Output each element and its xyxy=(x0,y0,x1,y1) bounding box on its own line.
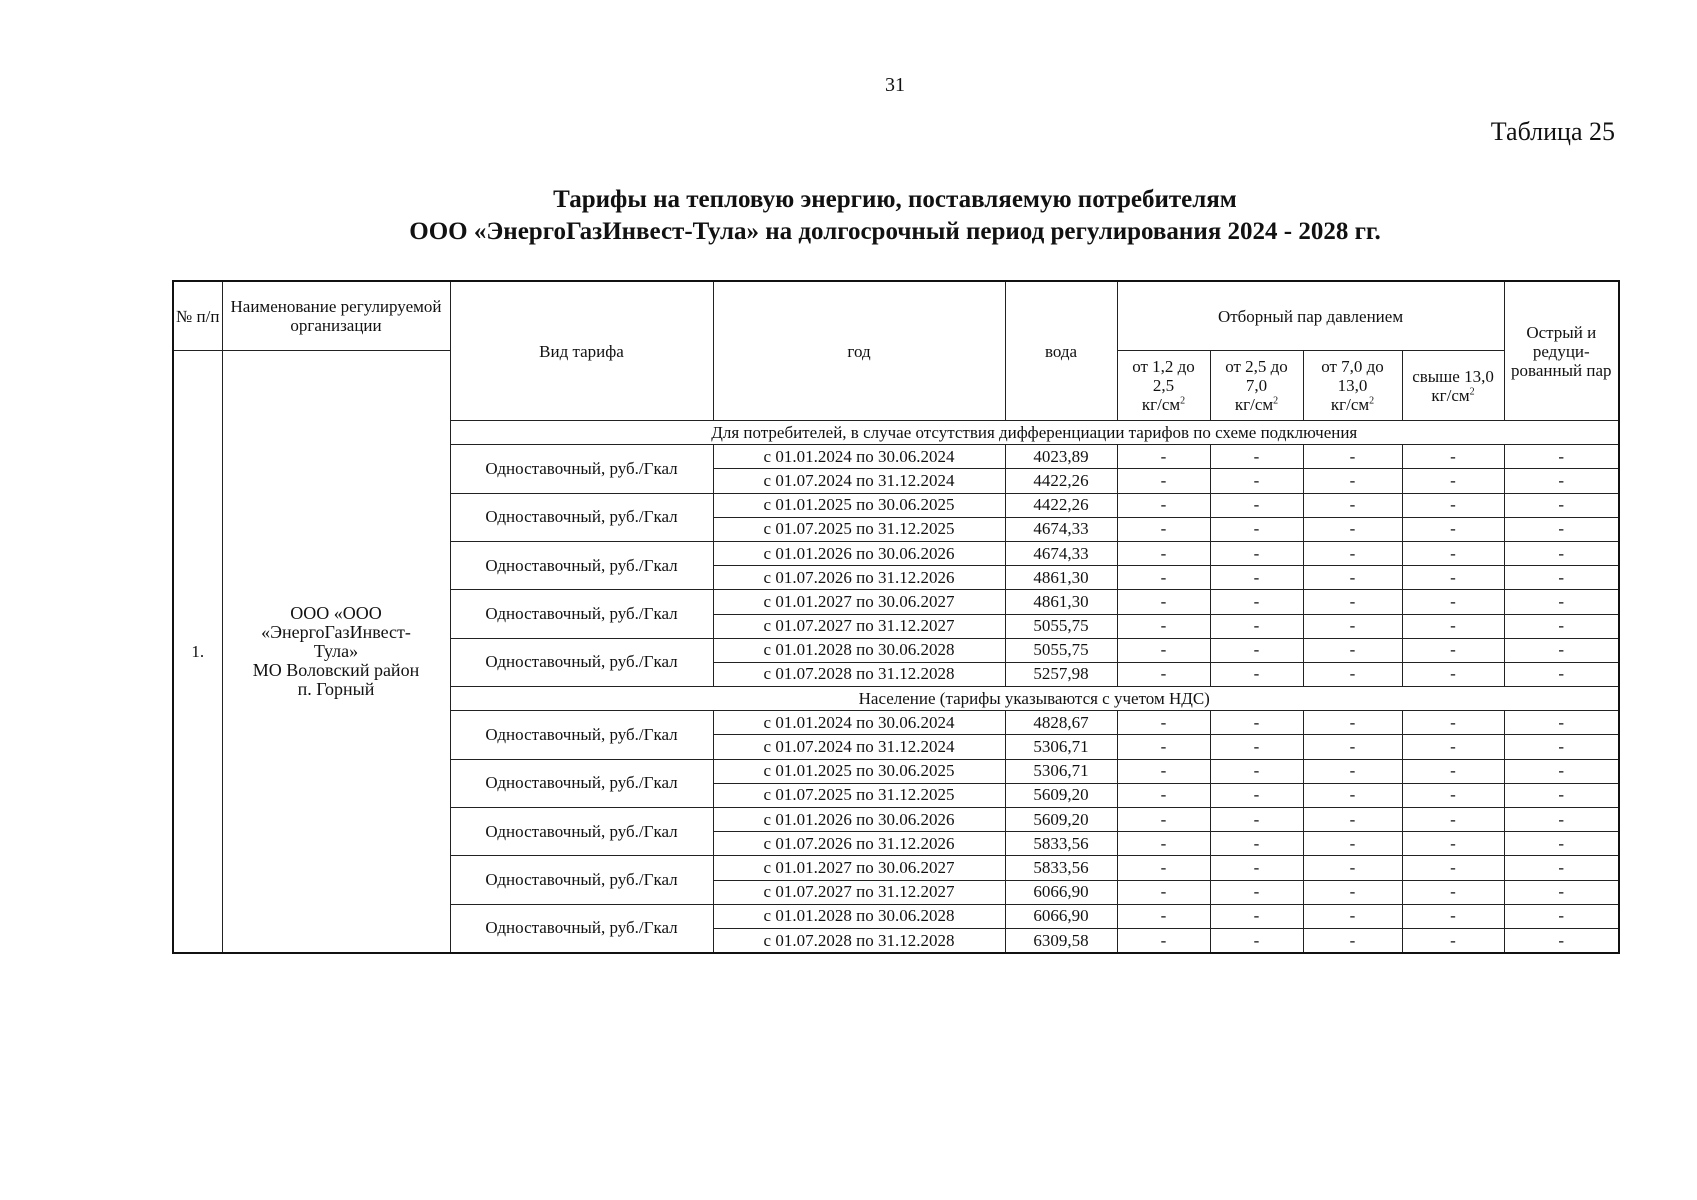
empty-value-cell: - xyxy=(1402,541,1504,565)
empty-value-cell: - xyxy=(1117,856,1210,880)
empty-value-cell: - xyxy=(1504,880,1619,904)
empty-value-cell: - xyxy=(1504,638,1619,662)
steam-4-unit: кг/см xyxy=(1431,385,1470,405)
tariff-type-cell: Одноставочный, руб./Гкал xyxy=(450,493,713,541)
empty-value-cell: - xyxy=(1303,904,1402,928)
period-cell: с 01.07.2025 по 31.12.2025 xyxy=(713,783,1005,807)
empty-value-cell: - xyxy=(1210,880,1303,904)
empty-value-cell: - xyxy=(1117,445,1210,469)
water-value-cell: 5833,56 xyxy=(1005,856,1117,880)
steam-4-range: свыше 13,0 xyxy=(1412,366,1494,386)
org-name-line-3: Тула» xyxy=(313,641,359,662)
empty-value-cell: - xyxy=(1210,711,1303,735)
empty-value-cell: - xyxy=(1303,445,1402,469)
empty-value-cell: - xyxy=(1210,928,1303,953)
table-label: Таблица 25 xyxy=(1490,117,1615,146)
empty-value-cell: - xyxy=(1210,638,1303,662)
period-cell: с 01.07.2025 по 31.12.2025 xyxy=(713,517,1005,541)
empty-value-cell: - xyxy=(1504,759,1619,783)
empty-value-cell: - xyxy=(1117,735,1210,759)
steam-3-unit-sup: 2 xyxy=(1369,395,1375,407)
empty-value-cell: - xyxy=(1303,590,1402,614)
empty-value-cell: - xyxy=(1210,590,1303,614)
period-cell: с 01.07.2026 по 31.12.2026 xyxy=(713,832,1005,856)
header-steam-3 xyxy=(1303,351,1402,421)
water-value-cell: 5055,75 xyxy=(1005,638,1117,662)
empty-value-cell: - xyxy=(1402,566,1504,590)
empty-value-cell: - xyxy=(1504,856,1619,880)
period-cell: с 01.01.2028 по 30.06.2028 xyxy=(713,638,1005,662)
empty-value-cell: - xyxy=(1210,517,1303,541)
document-title xyxy=(0,184,1697,248)
tariff-type-cell: Одноставочный, руб./Гкал xyxy=(450,590,713,638)
water-value-cell: 4422,26 xyxy=(1005,493,1117,517)
empty-value-cell: - xyxy=(1504,469,1619,493)
org-number: 1. xyxy=(173,351,222,954)
water-value-cell: 4023,89 xyxy=(1005,445,1117,469)
empty-value-cell: - xyxy=(1117,638,1210,662)
empty-value-cell: - xyxy=(1504,614,1619,638)
empty-value-cell: - xyxy=(1117,614,1210,638)
steam-3-range: от 7,0 до 13,0 xyxy=(1321,357,1384,395)
empty-value-cell: - xyxy=(1117,566,1210,590)
tariff-type-cell: Одноставочный, руб./Гкал xyxy=(450,759,713,807)
empty-value-cell: - xyxy=(1504,517,1619,541)
empty-value-cell: - xyxy=(1117,904,1210,928)
empty-value-cell: - xyxy=(1117,517,1210,541)
header-steam-2 xyxy=(1210,351,1303,421)
empty-value-cell: - xyxy=(1402,856,1504,880)
tariff-type-cell: Одноставочный, руб./Гкал xyxy=(450,856,713,904)
empty-value-cell: - xyxy=(1504,832,1619,856)
org-name xyxy=(222,351,450,954)
tariff-type-cell: Одноставочный, руб./Гкал xyxy=(450,541,713,589)
steam-2-unit-sup: 2 xyxy=(1273,395,1279,407)
empty-value-cell: - xyxy=(1402,735,1504,759)
title-line-2: ООО «ЭнергоГазИнвест-Тула» на долгосрочный период регулирования 2024 - 2028 гг. xyxy=(409,218,1381,245)
steam-2-unit: кг/см xyxy=(1234,395,1274,414)
empty-value-cell: - xyxy=(1303,880,1402,904)
steam-1-range: от 1,2 до 2,5 xyxy=(1132,357,1195,395)
tariff-type-cell: Одноставочный, руб./Гкал xyxy=(450,445,713,493)
empty-value-cell: - xyxy=(1402,808,1504,832)
empty-value-cell: - xyxy=(1303,638,1402,662)
empty-value-cell: - xyxy=(1210,832,1303,856)
empty-value-cell: - xyxy=(1504,493,1619,517)
water-value-cell: 4861,30 xyxy=(1005,566,1117,590)
empty-value-cell: - xyxy=(1117,832,1210,856)
header-sharp-steam: Острый и редуци-рованный пар xyxy=(1504,281,1619,421)
empty-value-cell: - xyxy=(1210,759,1303,783)
section-title: Население (тарифы указываются с учетом НДС) xyxy=(450,687,1619,711)
water-value-cell: 5609,20 xyxy=(1005,783,1117,807)
water-value-cell: 5055,75 xyxy=(1005,614,1117,638)
empty-value-cell: - xyxy=(1402,904,1504,928)
empty-value-cell: - xyxy=(1117,711,1210,735)
water-value-cell: 4828,67 xyxy=(1005,711,1117,735)
empty-value-cell: - xyxy=(1402,638,1504,662)
steam-4-unit-sup: 2 xyxy=(1469,385,1475,397)
water-value-cell: 5306,71 xyxy=(1005,759,1117,783)
empty-value-cell: - xyxy=(1303,711,1402,735)
period-cell: с 01.01.2025 по 30.06.2025 xyxy=(713,759,1005,783)
period-cell: с 01.01.2027 по 30.06.2027 xyxy=(713,590,1005,614)
period-cell: с 01.07.2026 по 31.12.2026 xyxy=(713,566,1005,590)
period-cell: с 01.07.2028 по 31.12.2028 xyxy=(713,928,1005,953)
empty-value-cell: - xyxy=(1117,662,1210,686)
period-cell: с 01.01.2024 по 30.06.2024 xyxy=(713,711,1005,735)
empty-value-cell: - xyxy=(1117,493,1210,517)
empty-value-cell: - xyxy=(1303,928,1402,953)
empty-value-cell: - xyxy=(1402,517,1504,541)
empty-value-cell: - xyxy=(1303,832,1402,856)
period-cell: с 01.07.2024 по 31.12.2024 xyxy=(713,469,1005,493)
empty-value-cell: - xyxy=(1402,469,1504,493)
empty-value-cell: - xyxy=(1117,759,1210,783)
org-name-line-2: «ЭнергоГазИнвест- xyxy=(261,622,411,643)
empty-value-cell: - xyxy=(1402,662,1504,686)
water-value-cell: 4422,26 xyxy=(1005,469,1117,493)
steam-1-unit-sup: 2 xyxy=(1180,395,1186,407)
empty-value-cell: - xyxy=(1117,880,1210,904)
empty-value-cell: - xyxy=(1504,662,1619,686)
empty-value-cell: - xyxy=(1303,493,1402,517)
empty-value-cell: - xyxy=(1117,469,1210,493)
empty-value-cell: - xyxy=(1117,928,1210,953)
empty-value-cell: - xyxy=(1504,904,1619,928)
empty-value-cell: - xyxy=(1117,541,1210,565)
empty-value-cell: - xyxy=(1504,735,1619,759)
title-line-1: Тарифы на тепловую энергию, поставляемую потребителям xyxy=(553,186,1237,213)
period-cell: с 01.01.2026 по 30.06.2026 xyxy=(713,808,1005,832)
empty-value-cell: - xyxy=(1210,808,1303,832)
org-name-line-5: п. Горный xyxy=(297,679,375,700)
empty-value-cell: - xyxy=(1303,735,1402,759)
water-value-cell: 5306,71 xyxy=(1005,735,1117,759)
empty-value-cell: - xyxy=(1504,541,1619,565)
steam-1-unit: кг/см xyxy=(1141,395,1181,414)
steam-2-range: от 2,5 до 7,0 xyxy=(1225,357,1288,395)
header-steam-1 xyxy=(1117,351,1210,421)
empty-value-cell: - xyxy=(1303,566,1402,590)
empty-value-cell: - xyxy=(1504,711,1619,735)
empty-value-cell: - xyxy=(1210,469,1303,493)
org-name-line-1: ООО «ООО xyxy=(290,603,382,624)
empty-value-cell: - xyxy=(1303,856,1402,880)
empty-value-cell: - xyxy=(1210,662,1303,686)
water-value-cell: 4674,33 xyxy=(1005,541,1117,565)
period-cell: с 01.01.2024 по 30.06.2024 xyxy=(713,445,1005,469)
water-value-cell: 6066,90 xyxy=(1005,880,1117,904)
empty-value-cell: - xyxy=(1303,808,1402,832)
empty-value-cell: - xyxy=(1402,614,1504,638)
water-value-cell: 5609,20 xyxy=(1005,808,1117,832)
header-num: № п/п xyxy=(173,281,222,351)
header-water: вода xyxy=(1005,281,1117,421)
period-cell: с 01.07.2027 по 31.12.2027 xyxy=(713,880,1005,904)
org-name-line-4: МО Воловский район xyxy=(252,660,420,681)
tariff-type-cell: Одноставочный, руб./Гкал xyxy=(450,638,713,686)
water-value-cell: 4861,30 xyxy=(1005,590,1117,614)
empty-value-cell: - xyxy=(1504,445,1619,469)
empty-value-cell: - xyxy=(1210,493,1303,517)
empty-value-cell: - xyxy=(1402,445,1504,469)
header-year: год xyxy=(713,281,1005,421)
empty-value-cell: - xyxy=(1117,590,1210,614)
water-value-cell: 5833,56 xyxy=(1005,832,1117,856)
period-cell: с 01.01.2028 по 30.06.2028 xyxy=(713,904,1005,928)
empty-value-cell: - xyxy=(1402,832,1504,856)
tariff-type-cell: Одноставочный, руб./Гкал xyxy=(450,904,713,953)
empty-value-cell: - xyxy=(1210,566,1303,590)
empty-value-cell: - xyxy=(1303,517,1402,541)
water-value-cell: 4674,33 xyxy=(1005,517,1117,541)
section-title: Для потребителей, в случае отсутствия дифференциации тарифов по схеме подключения xyxy=(450,421,1619,445)
empty-value-cell: - xyxy=(1210,735,1303,759)
water-value-cell: 6066,90 xyxy=(1005,904,1117,928)
empty-value-cell: - xyxy=(1210,614,1303,638)
empty-value-cell: - xyxy=(1303,759,1402,783)
empty-value-cell: - xyxy=(1402,928,1504,953)
empty-value-cell: - xyxy=(1504,590,1619,614)
empty-value-cell: - xyxy=(1210,856,1303,880)
empty-value-cell: - xyxy=(1402,711,1504,735)
period-cell: с 01.01.2026 по 30.06.2026 xyxy=(713,541,1005,565)
empty-value-cell: - xyxy=(1402,759,1504,783)
empty-value-cell: - xyxy=(1303,541,1402,565)
header-tariff-type: Вид тарифа xyxy=(450,281,713,421)
empty-value-cell: - xyxy=(1504,566,1619,590)
water-value-cell: 6309,58 xyxy=(1005,928,1117,953)
empty-value-cell: - xyxy=(1402,590,1504,614)
empty-value-cell: - xyxy=(1303,614,1402,638)
period-cell: с 01.01.2025 по 30.06.2025 xyxy=(713,493,1005,517)
empty-value-cell: - xyxy=(1504,808,1619,832)
empty-value-cell: - xyxy=(1210,445,1303,469)
empty-value-cell: - xyxy=(1210,541,1303,565)
empty-value-cell: - xyxy=(1117,783,1210,807)
empty-value-cell: - xyxy=(1303,783,1402,807)
empty-value-cell: - xyxy=(1210,783,1303,807)
tariff-table xyxy=(172,280,1620,954)
empty-value-cell: - xyxy=(1402,880,1504,904)
header-org: Наименование регулируемой организации xyxy=(222,281,450,351)
header-steam-4 xyxy=(1402,351,1504,421)
empty-value-cell: - xyxy=(1117,808,1210,832)
empty-value-cell: - xyxy=(1303,469,1402,493)
empty-value-cell: - xyxy=(1504,783,1619,807)
empty-value-cell: - xyxy=(1504,928,1619,953)
tariff-type-cell: Одноставочный, руб./Гкал xyxy=(450,711,713,759)
period-cell: с 01.01.2027 по 30.06.2027 xyxy=(713,856,1005,880)
water-value-cell: 5257,98 xyxy=(1005,662,1117,686)
period-cell: с 01.07.2028 по 31.12.2028 xyxy=(713,662,1005,686)
empty-value-cell: - xyxy=(1402,783,1504,807)
period-cell: с 01.07.2024 по 31.12.2024 xyxy=(713,735,1005,759)
steam-3-unit: кг/см xyxy=(1330,395,1370,414)
tariff-type-cell: Одноставочный, руб./Гкал xyxy=(450,808,713,856)
empty-value-cell: - xyxy=(1210,904,1303,928)
period-cell: с 01.07.2027 по 31.12.2027 xyxy=(713,614,1005,638)
page-number: 31 xyxy=(885,74,905,96)
empty-value-cell: - xyxy=(1303,662,1402,686)
empty-value-cell: - xyxy=(1402,493,1504,517)
header-steam-group: Отборный пар давлением xyxy=(1117,281,1504,351)
